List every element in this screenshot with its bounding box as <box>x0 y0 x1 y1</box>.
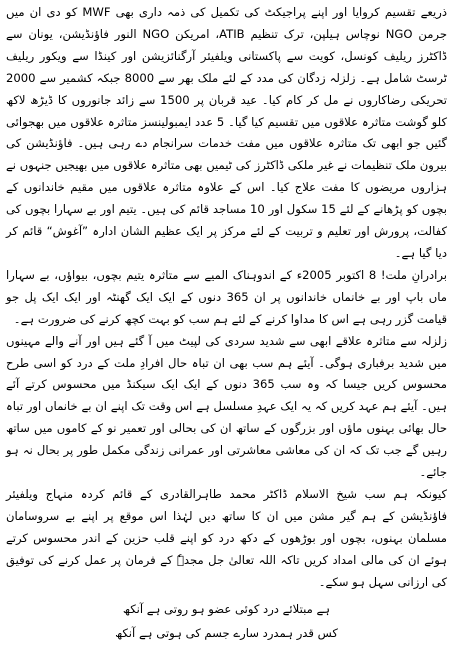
poetry-couplet <box>6 597 447 645</box>
article-paragraph: کیونکہ ہم سب شیخ الاسلام ڈاکٹر محمد طاہرالقادری کے قائم کردہ منہاج ویلفیئر فاؤنڈیشن کے ہم گیر مشن میں ان کا ساتھ دیں لہٰذا اس موقع پر اپنے بے سروسامان مسلمان بہنوں، بچوں اور بوڑھوں کے دکھ درد کو اپنے قلب حزین کے اندر محسوس کرتے ہوئے ان کی مالی امداد کریں تاکہ اللہ تعالیٰ جل مجدہٗ کے فرمان پر عمل کرنے کی توفیق کی ارزانی سہل ہو سکے۔ <box>6 486 447 589</box>
couplet-line: ہے مبتلائے درد کوئی عضو ہو روتی ہے آنکھ <box>122 602 331 617</box>
article-paragraph: برادرانِ ملت! 8 اکتوبر 2005ء کے اندوہناک المیے سے متاثرہ یتیم بچوں، بیواؤں، بے سہارا ماں باپ اور بے خانماں خاندانوں پر ان 365 دنوں کے ایک ایک گھنٹہ اور ایک ایک پل جو قیامت گزر رہی ہے اس کا مداوا کرنے کے لئے ہم سب کو بہت کچھ کرنے کی ضرورت ہے۔ <box>6 267 448 326</box>
article-paragraph: زلزلہ سے متاثرہ علاقے ابھی سے شدید سردی کی لپیٹ میں آ گئے ہیں اور آنے والے مہینوں میں شدید برفباری ہوگی۔ آیئے ہم سب بھی ان تباہ حال افرادِ ملت کے درد کو اسی طرح محسوس کریں جیسا کہ وہ سب 365 دنوں کے ایک ایک سیکنڈ میں محسوس کرتے آئے ہیں۔ آیئے ہم عہد کریں کہ یہ ایک عہدِ مسلسل ہے اس وقت تک اپنے ان بے خانماں اور تباہ حال بھائی بہنوں ماؤں اور بزرگوں کے ساتھ ان کی بحالی اور تعمیر نو کے کاموں میں ساتھ رہیں گے جب تک کہ ان کی معاشی معاشرتی اور عمرانی زندگی مکمل طور پر بحال نہ ہو جائے۔ <box>6 333 447 480</box>
article-body <box>6 2 447 645</box>
article-paragraph: ذریعے تقسیم کروایا اور اپنے پراجیکٹ کی تکمیل کی ذمہ داری بھی MWF کو دی ان میں جرمن NGO نوچاس ہیلپن، ترک تنظیم ATIB، امریکن NGO النور فاؤنڈیشن، یونان سے ڈاکٹرز ریلیف کونسل، کویت سے پاکستانی ویلفیئر آرگنائزیشن اور کینڈا سے ویکور ریلیف ٹرسٹ شامل ہے۔ زلزلہ زدگان کی مدد کے لئے ملک بھر سے 8000 جبکہ کشمیر سے 2000 تحریکی رضاکاروں نے مل کر کام کیا۔ عید قربان پر 1500 سے زائد جانوروں کا ڈیڑھ لاکھ کلو گوشت متاثرہ علاقوں میں تقسیم کیا گیا۔ 5 عدد ایمبولینسز متاثرہ علاقوں میں بھجوائی گئیں جو ابھی تک متاثرہ علاقوں میں مفت خدمات سرانجام دے رہی ہیں۔ فاؤنڈیشن کی بیرون ملک تنظیمات نے غیر ملکی ڈاکٹرز کی ٹیمیں بھی متاثرہ علاقوں میں بھیجیں جنہوں نے ہزاروں مریضوں کا مفت علاج کیا۔ اس کے علاوہ متاثرہ علاقوں میں مقیم خاندانوں کے بچوں کو پڑھانے کے لئے 15 سکول اور 10 مساجد قائم کی ہیں۔ یتیم اور بے سہارا بچوں کی کفالت، پرورش اور تعلیم و تربیت کے لئے مرکز پر ایک عظیم الشان ادارہ ”آغوش“ قائم کر دیا گیا ہے۔ <box>6 5 447 260</box>
couplet-line: کس قدر ہمدرد سارے جسم کی ہوتی ہے آنکھ <box>115 626 338 641</box>
